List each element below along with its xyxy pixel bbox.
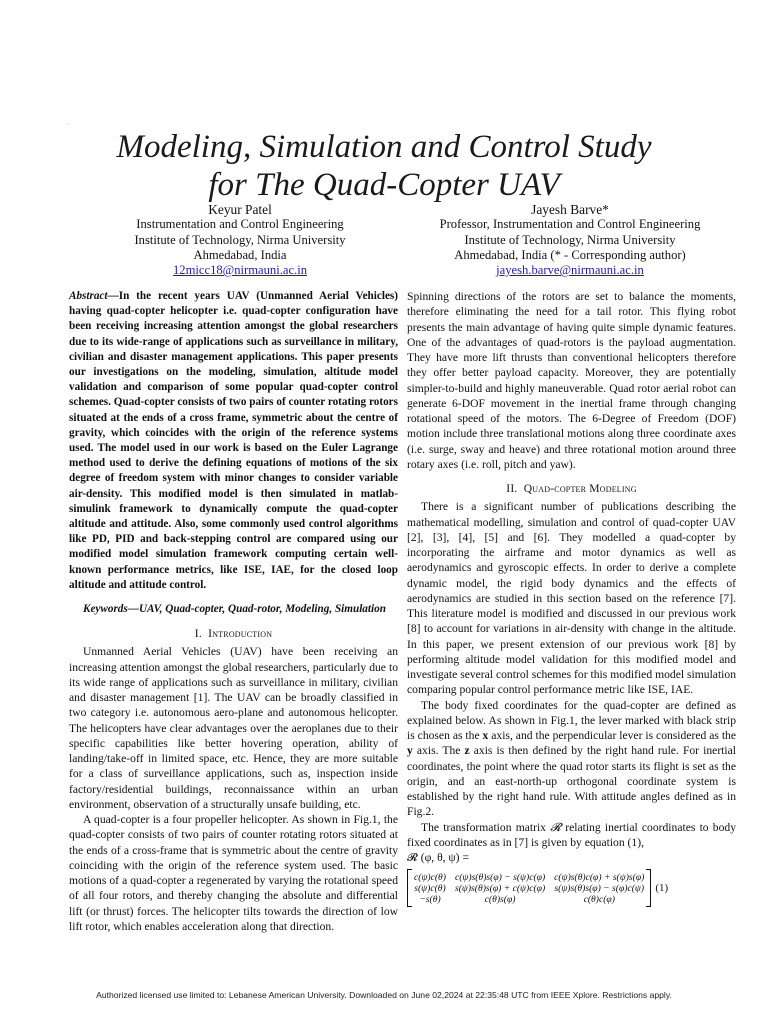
intro-paragraph-1: Unmanned Aerial Vehicles (UAV) have been receiving an increasing attention amongst the global researchers, particularly due to its wide range of applications such as surveillance in military, civilian and disaster management [1]. The UAV can be broadly classified in two category i.e. autonomous aero-plane and autonomous helicopter. The helicopters have clear advantages over the aeroplanes due to their specific capabilities like better hovering operation, ability of landing/take-off in limited space, etc. Hence, they are more suitable for a class of surveillance applications, such as, inspection inside factory/residential buildings, reconnaissance within an urban environment, observation of a structurally unsafe building, etc.	[69, 645, 398, 811]
author-block-1	[90, 202, 390, 278]
keywords	[69, 602, 398, 616]
matrix-cell: c(ψ)s(θ)s(φ) − s(ψ)c(φ)	[454, 871, 546, 883]
section-title: Introduction	[208, 627, 273, 641]
z-axis-symbol: z	[464, 744, 470, 758]
equation-number: (1)	[655, 881, 669, 894]
section-heading-modeling	[407, 481, 736, 496]
x-axis-symbol: x	[482, 729, 489, 742]
license-footer: Authorized licensed use limited to: Lebanese American University. Downloaded on June 02,2024 at 22:35:48 UTC from IEEE Xplore. Restrictions apply.	[96, 990, 672, 1000]
matrix-cell: s(ψ)s(θ)s(φ) − s(φ)c(ψ)	[554, 882, 645, 894]
scan-speck	[68, 124, 69, 125]
section-number: I.	[194, 627, 202, 641]
author-block-2	[400, 202, 740, 278]
matrix-cell: c(ψ)c(θ)	[414, 871, 446, 883]
transform-paragraph	[407, 820, 736, 851]
author-dept: Professor, Instrumentation and Control Engineering	[439, 217, 701, 232]
text-run: relating inertial coordinates to body fixed coordinates as in [7] is given by equation (1),	[407, 820, 736, 849]
intro-continuation: Spinning directions of the rotors are set to balance the moments, therefore eliminating the need for a tail rotor. This flying robot presents the main advantage of having quite simple dynamic features. One of the advantages of quad-rotors is the payload augmentation. They have more lift thrusts than conventional helicopters therefore they offer better payload capacity. Moreover, they are potentially simpler-to-build and highly maneuverable. Quad rotor aerial robot can generate 6-DOF movement in the inertial frame through changing rotational speed of the motors. The 6-Degree of Freedom (DOF) motion include three translational motions along three coordinate axes (i.e. surge, sway and heave) and three rotational motion around three rotary axes (i.e. roll, pitch and yaw).	[407, 290, 736, 471]
abstract-label: Abstract	[69, 290, 108, 302]
matrix-label: 𝓡 (φ, θ, ψ) =	[407, 851, 469, 864]
modeling-paragraph-1: There is a significant number of publications describing the mathematical modelling, simulation and control of quad-copter UAV [2], [3], [4], [5] and [6]. They modelled a quad-copter by incorporating the airframe and motor dynamics as well as aerodynamics and gyroscopic effects. In order to derive a complete dynamic model, the rigid body dynamics and the effects of aerodynamics are studied in this section based on the reference [7]. This literature model is modified and discussed in our previous work [8] to account for variations in air-density with change in the altitude. In this paper, we present extension of our previous work [8] by performing altitude model validation for this modified model and investigate several control schemes for this modified model simulation comparing popular control performance metric like ISE, IAE.	[407, 500, 736, 697]
intro-paragraph-2: A quad-copter is a four propeller helicopter. As shown in Fig.1, the quad-copter consists of two pairs of counter rotating rotors situated at the ends of a cross-frame that is symmetric about the centre of gravity coinciding with the origin of the reference system used. The basic motions of a quad-copter a regenerated by varying the rotational speed of all four rotors, and thereby changing the absolute and differential lift (or thrust) forces. The helicopter tilts towards the direction of low lift rotor, which enables acceleration along that direction.	[69, 813, 398, 933]
author-name: Jayesh Barve*	[531, 202, 609, 217]
matrix-cell: c(ψ)s(θ)c(φ) + s(ψ)s(φ)	[554, 871, 645, 883]
text-run: axis is then defined by the right hand rule. For inertial coordinates, the point where the quad rotor starts its flight is set as the origin, and an east-north-up orthogonal coordinate system is established by the right hand rule. With attitude angles defined as in Fig.2.	[407, 744, 736, 819]
author-institution: Institute of Technology, Nirma University	[464, 232, 676, 247]
rotation-matrix-symbol: 𝓡	[550, 820, 562, 834]
author-email-link[interactable]: 12micc18@nirmauni.ac.in	[173, 263, 307, 278]
matrix-cell: −s(θ)	[419, 893, 441, 905]
left-column	[69, 289, 398, 934]
author-location: Ahmedabad, India	[193, 247, 287, 262]
author-dept: Instrumentation and Control Engineering	[136, 217, 344, 232]
text-run: The transformation matrix	[421, 820, 551, 834]
keywords-text: —UAV, Quad-copter, Quad-rotor, Modeling, Simulation	[127, 603, 386, 616]
body-coordinates-paragraph	[407, 698, 736, 820]
matrix-cell: s(ψ)s(θ)s(φ) + c(ψ)c(φ)	[454, 882, 546, 894]
author-email-link[interactable]: jayesh.barve@nirmauni.ac.in	[496, 263, 644, 278]
keywords-label: Keywords	[83, 603, 128, 616]
matrix-grid	[412, 872, 646, 905]
section-title: Quad-copter Modeling	[523, 482, 637, 495]
text-run: axis. The	[412, 744, 465, 758]
author-name: Keyur Patel	[208, 202, 272, 217]
title-line-2: for The Quad-Copter UAV	[208, 167, 560, 203]
paper-title	[0, 128, 768, 204]
abstract	[69, 289, 398, 593]
matrix-cell: c(θ)s(φ)	[484, 893, 516, 905]
rotation-matrix-equation	[407, 869, 736, 907]
title-line-1: Modeling, Simulation and Control Study	[116, 129, 652, 165]
section-number: II.	[506, 482, 518, 495]
right-bracket	[646, 869, 651, 907]
abstract-text: —In the recent years UAV (Unmanned Aerial Vehicles) having quad-copter helicopter i.e. quad-copter configuration have been receiving increasing attention amongst the global researchers due to its wide-range of applications such as surveillance in military, civilian and disaster management applications. This paper presents our investigations on the modeling, simulation, altitude model validation and comparison of some popular quad-copter control schemes. Quad-copter consists of two pairs of counter rotating rotors situated at the ends of a cross frame, symmetric about the centre of gravity, which coincides with the origin of the reference systems used. The model used in our work is based on the Euler Lagrange method used to derive the defining equations of motions of the six degree of freedom system with minor changes to consider variable air-density. This modified model is then simulated in matlab-simulink framework to dynamically compute the quad-copter altitude and attitude. Also, some commonly used control algorithms like PD, PID and back-stepping control are compared using our modified model simulation framework computing certain well-known performance metrics, like ISE, IAE, for the closed loop altitude and attitude control.	[69, 290, 398, 591]
matrix-cell: c(θ)c(φ)	[583, 893, 615, 905]
text-run: The body fixed coordinates for the quad-copter are defined as explained below. As shown in Fig.1, the lever marked with black strip is chosen as the	[407, 698, 736, 742]
section-heading-introduction	[69, 626, 398, 641]
text-run: axis, and the perpendicular lever is considered as the	[488, 729, 736, 742]
right-column	[407, 289, 736, 907]
y-axis-symbol: y	[407, 744, 413, 758]
author-institution: Institute of Technology, Nirma University	[134, 232, 346, 247]
author-location: Ahmedabad, India (* - Corresponding author)	[454, 247, 686, 262]
matrix-cell: s(ψ)c(θ)	[414, 882, 446, 894]
